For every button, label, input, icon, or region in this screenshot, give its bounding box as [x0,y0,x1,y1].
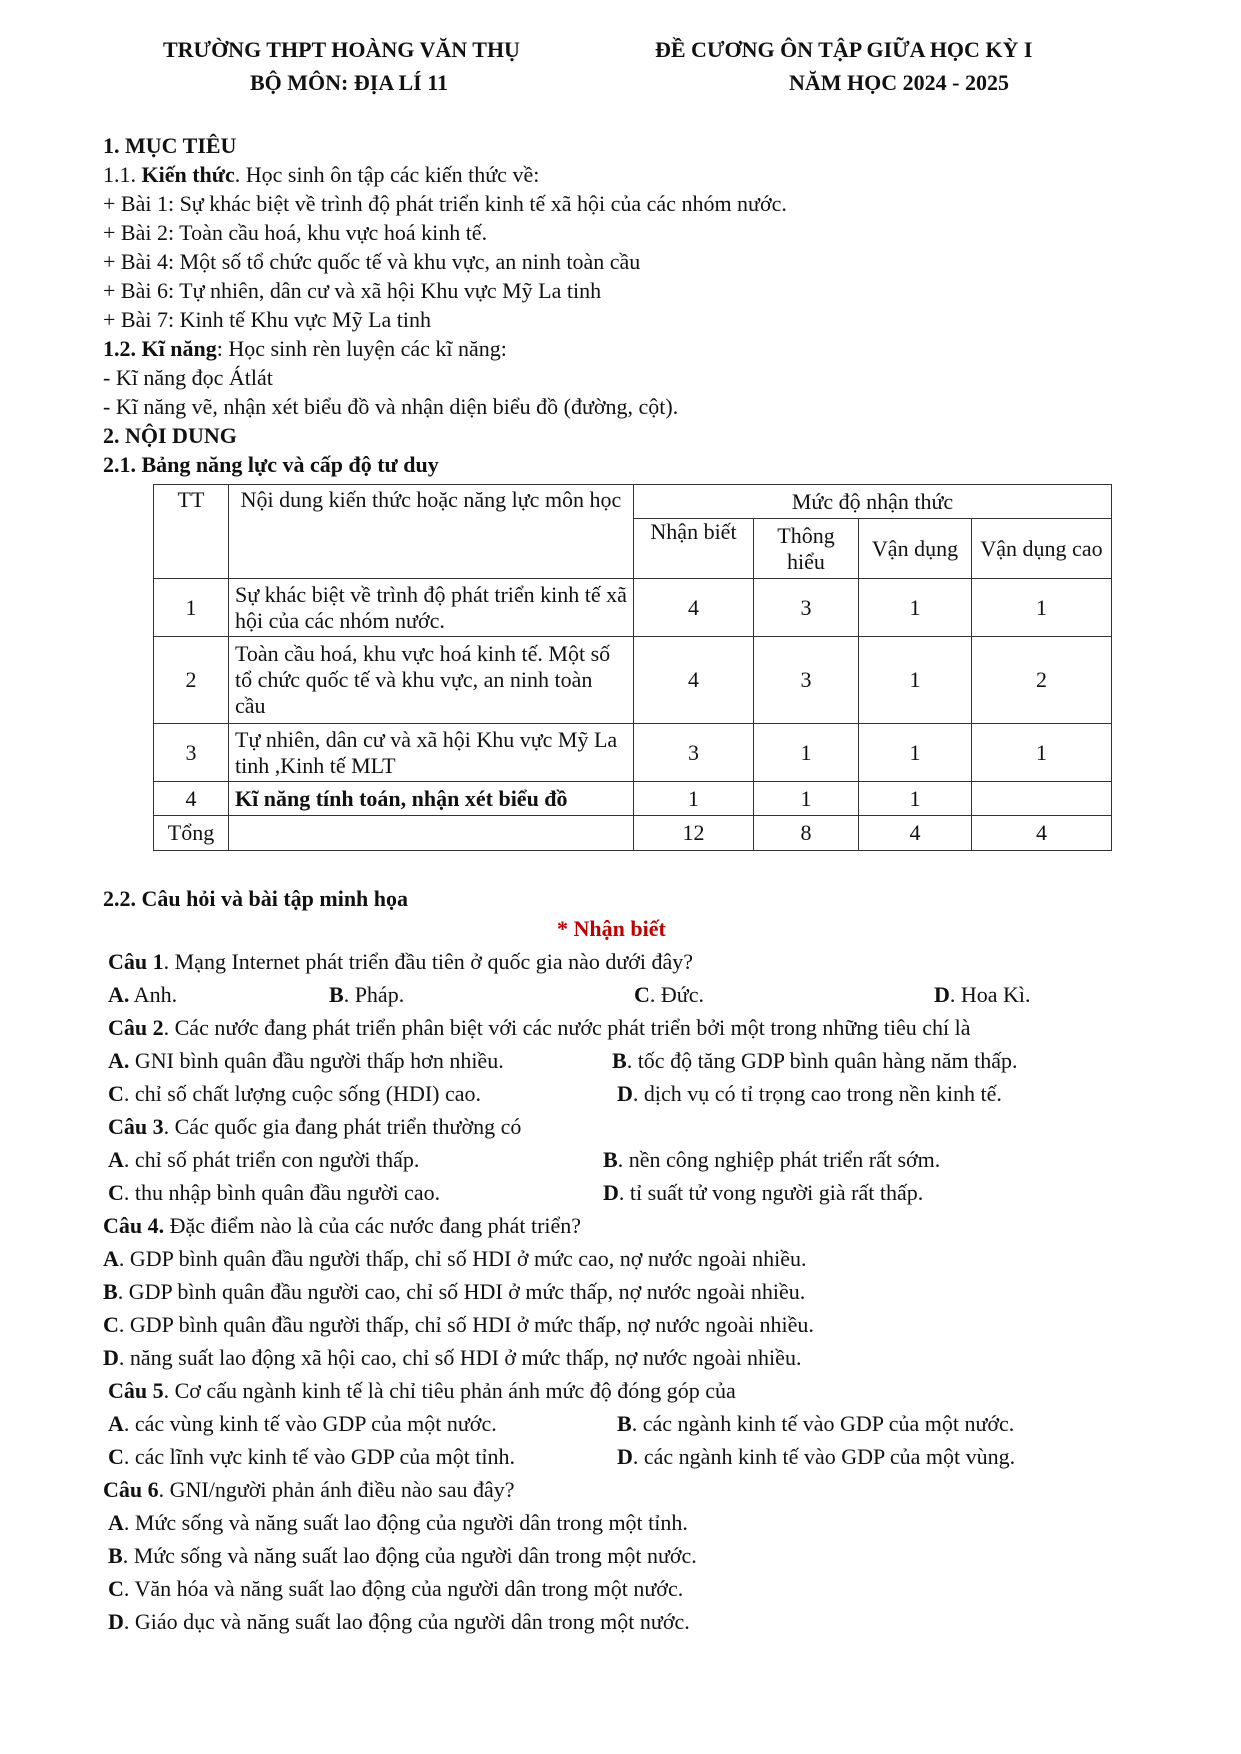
lesson-item: + Bài 2: Toàn cầu hoá, khu vực hoá kinh tế. [103,220,488,245]
row-value: 3 [634,724,754,782]
option-text: . GDP bình quân đầu người thấp, chỉ số HDI ở mức cao, nợ nước ngoài nhiều. [118,1246,807,1271]
option-key: C [108,1081,124,1106]
row-value: 1 [972,579,1112,637]
option-text: . các lĩnh vực kinh tế vào GDP của một tỉnh. [123,1444,516,1469]
question-text: . Cơ cấu ngành kinh tế là chỉ tiêu phản ánh mức độ đóng góp của [163,1378,736,1403]
question-4 [103,1213,581,1239]
option-key: D [103,1345,119,1370]
knowledge-number: 1.1. [103,162,142,187]
option-a [103,1246,807,1272]
option-a [108,1147,419,1173]
option-b [603,1147,940,1173]
option-key: B [612,1048,627,1073]
option-key: A [103,1246,119,1271]
row-value: 3 [754,579,859,637]
row-value: 1 [859,579,972,637]
option-b [108,1543,697,1569]
option-d [934,982,1031,1008]
option-key: C [103,1312,119,1337]
question-label: Câu 3 [108,1114,164,1139]
option-text: . chỉ số phát triển con người thấp. [123,1147,420,1172]
lesson-item: + Bài 4: Một số tổ chức quốc tế và khu vực, an ninh toàn cầu [103,249,641,274]
total-value: 4 [972,816,1112,851]
option-key: D [934,982,950,1007]
level-apply: Vận dụng [859,519,972,579]
option-key: C [108,1444,124,1469]
table-row [154,724,1112,782]
skill-item: - Kĩ năng đọc Átlát [103,365,273,390]
option-key: D [603,1180,619,1205]
option-d [617,1444,1015,1470]
option-text: . các ngành kinh tế vào GDP của một vùng. [632,1444,1016,1469]
knowledge-text: . Học sinh ôn tập các kiến thức về: [234,162,540,187]
option-key: A. [108,982,130,1007]
option-c [108,1576,683,1602]
row-value: 2 [972,637,1112,724]
option-d [103,1345,801,1371]
question-label: Câu 4. [103,1213,165,1238]
header-content: Nội dung kiến thức hoặc năng lực môn học [229,485,634,579]
knowledge-label: Kiến thức [141,162,235,187]
option-key: A [108,1411,124,1436]
skill-item: - Kĩ năng vẽ, nhận xét biểu đồ và nhận diện biểu đồ (đường, cột). [103,394,679,419]
question-6 [103,1477,515,1503]
option-c [108,1081,481,1107]
option-text: . thu nhập bình quân đầu người cao. [123,1180,441,1205]
table-header-row [154,485,1112,519]
option-text: . GDP bình quân đầu người cao, chỉ số HDI ở mức thấp, nợ nước ngoài nhiều. [117,1279,806,1304]
option-text: . năng suất lao động xã hội cao, chỉ số HDI ở mức thấp, nợ nước ngoài nhiều. [118,1345,802,1370]
total-value: 4 [859,816,972,851]
option-key: D [617,1081,633,1106]
option-key: D [617,1444,633,1469]
table-heading: 2.1. Bảng năng lực và cấp độ tư duy [103,452,439,477]
row-tt: 4 [154,782,229,816]
skills-line [103,336,507,362]
option-a [108,1048,504,1074]
row-value: 3 [754,637,859,724]
question-text: Đặc điểm nào là của các nước đang phát triển? [164,1213,582,1238]
row-value: 1 [634,782,754,816]
option-b [612,1048,1018,1074]
row-content: Tự nhiên, dân cư và xã hội Khu vực Mỹ La tinh ,Kinh tế MLT [229,724,634,782]
question-3 [108,1114,521,1140]
level-apply-high: Vận dụng cao [972,519,1112,579]
option-text: . GDP bình quân đầu người thấp, chỉ số HDI ở mức thấp, nợ nước ngoài nhiều. [118,1312,814,1337]
row-value: 1 [859,637,972,724]
row-tt: 2 [154,637,229,724]
option-text: . tốc độ tăng GDP bình quân hàng năm thấp. [626,1048,1018,1073]
level-recognize: Nhận biết [634,519,754,579]
option-key: B [329,982,344,1007]
question-label: Câu 2 [108,1015,164,1040]
section-2-heading: 2. NỘI DUNG [103,423,237,448]
option-key: B [603,1147,618,1172]
question-1 [108,949,693,975]
question-label: Câu 5 [108,1378,164,1403]
option-text: . các vùng kinh tế vào GDP của một nước. [123,1411,497,1436]
option-key: A [108,1147,124,1172]
option-c [634,982,704,1008]
option-key: B [108,1543,123,1568]
option-key: D [108,1609,124,1634]
option-key: A [108,1510,124,1535]
row-value: 1 [754,724,859,782]
document-title: ĐỀ CƯƠNG ÔN TẬP GIỮA HỌC KỲ I [655,37,1033,62]
option-key: C [634,982,650,1007]
row-content: Sự khác biệt về trình độ phát triển kinh tế xã hội của các nhóm nước. [229,579,634,637]
option-text: . Đức. [649,982,704,1007]
option-b [329,982,404,1008]
skills-text: : Học sinh rèn luyện các kĩ năng: [216,336,507,361]
option-text: . tỉ suất tử vong người già rất thấp. [618,1180,924,1205]
option-d [108,1609,690,1635]
question-text: . Các quốc gia đang phát triển thường có [163,1114,522,1139]
total-empty [229,816,634,851]
option-text: . Giáo dục và năng suất lao động của người dân trong một nước. [123,1609,690,1634]
option-text: . nền công nghiệp phát triển rất sớm. [617,1147,941,1172]
option-text: . Pháp. [343,982,405,1007]
level-heading: * Nhận biết [557,916,666,941]
department-name: BỘ MÔN: ĐỊA LÍ 11 [250,70,449,95]
option-b [103,1279,805,1305]
option-text: . dịch vụ có tỉ trọng cao trong nền kinh tế. [632,1081,1002,1106]
total-value: 12 [634,816,754,851]
row-value: 4 [634,579,754,637]
option-a [108,1510,688,1536]
option-c [108,1180,440,1206]
option-c [103,1312,814,1338]
option-key: A. [108,1048,130,1073]
school-name: TRƯỜNG THPT HOÀNG VĂN THỤ [163,37,520,62]
row-value: 1 [754,782,859,816]
skills-label: 1.2. Kĩ năng [103,336,217,361]
option-d [617,1081,1002,1107]
option-a [108,982,177,1008]
header-level: Mức độ nhận thức [634,485,1112,519]
option-key: C [108,1180,124,1205]
lesson-item: + Bài 1: Sự khác biệt về trình độ phát triển kinh tế xã hội của các nhóm nước. [103,191,787,216]
table-total-row [154,816,1112,851]
header-tt: TT [154,485,229,579]
table-row [154,782,1112,816]
total-value: 8 [754,816,859,851]
lesson-item: + Bài 6: Tự nhiên, dân cư và xã hội Khu vực Mỹ La tinh [103,278,602,303]
lesson-item: + Bài 7: Kinh tế Khu vực Mỹ La tinh [103,307,432,332]
option-text: . các ngành kinh tế vào GDP của một nước. [631,1411,1015,1436]
table-row [154,637,1112,724]
option-key: C [108,1576,124,1601]
option-key: B [103,1279,118,1304]
total-label: Tổng [154,816,229,851]
table-row [154,579,1112,637]
row-value [972,782,1112,816]
question-text: . GNI/người phản ánh điều nào sau đây? [158,1477,515,1502]
knowledge-line [103,162,539,188]
option-text: GNI bình quân đầu người thấp hơn nhiều. [129,1048,504,1073]
competency-table [153,484,1112,851]
option-c [108,1444,515,1470]
option-a [108,1411,497,1437]
option-text: . Văn hóa và năng suất lao động của người dân trong một nước. [123,1576,684,1601]
section-1-heading: 1. MỤC TIÊU [103,133,237,158]
row-tt: 1 [154,579,229,637]
option-b [617,1411,1014,1437]
question-text: . Các nước đang phát triển phân biệt với các nước phát triển bởi một trong những tiêu chí là [163,1015,971,1040]
row-tt: 3 [154,724,229,782]
question-2 [108,1015,971,1041]
option-text: . Mức sống và năng suất lao động của người dân trong một nước. [122,1543,697,1568]
row-content: Kĩ năng tính toán, nhận xét biểu đồ [229,782,634,816]
school-year: NĂM HỌC 2024 - 2025 [789,70,1009,95]
questions-heading: 2.2. Câu hỏi và bài tập minh họa [103,886,409,911]
question-5 [108,1378,736,1404]
option-d [603,1180,923,1206]
row-value: 1 [859,724,972,782]
question-label: Câu 1 [108,949,164,974]
row-value: 1 [859,782,972,816]
question-label: Câu 6 [103,1477,159,1502]
row-value: 4 [634,637,754,724]
option-text: . Mức sống và năng suất lao động của người dân trong một tỉnh. [123,1510,688,1535]
option-text: Anh. [129,982,178,1007]
row-value: 1 [972,724,1112,782]
row-content: Toàn cầu hoá, khu vực hoá kinh tế. Một số tổ chức quốc tế và khu vực, an ninh toàn cầu [229,637,634,724]
option-key: B [617,1411,632,1436]
question-text: . Mạng Internet phát triển đầu tiên ở quốc gia nào dưới đây? [163,949,694,974]
option-text: . Hoa Kì. [949,982,1031,1007]
option-text: . chỉ số chất lượng cuộc sống (HDI) cao. [123,1081,482,1106]
level-understand: Thông hiểu [754,519,859,579]
